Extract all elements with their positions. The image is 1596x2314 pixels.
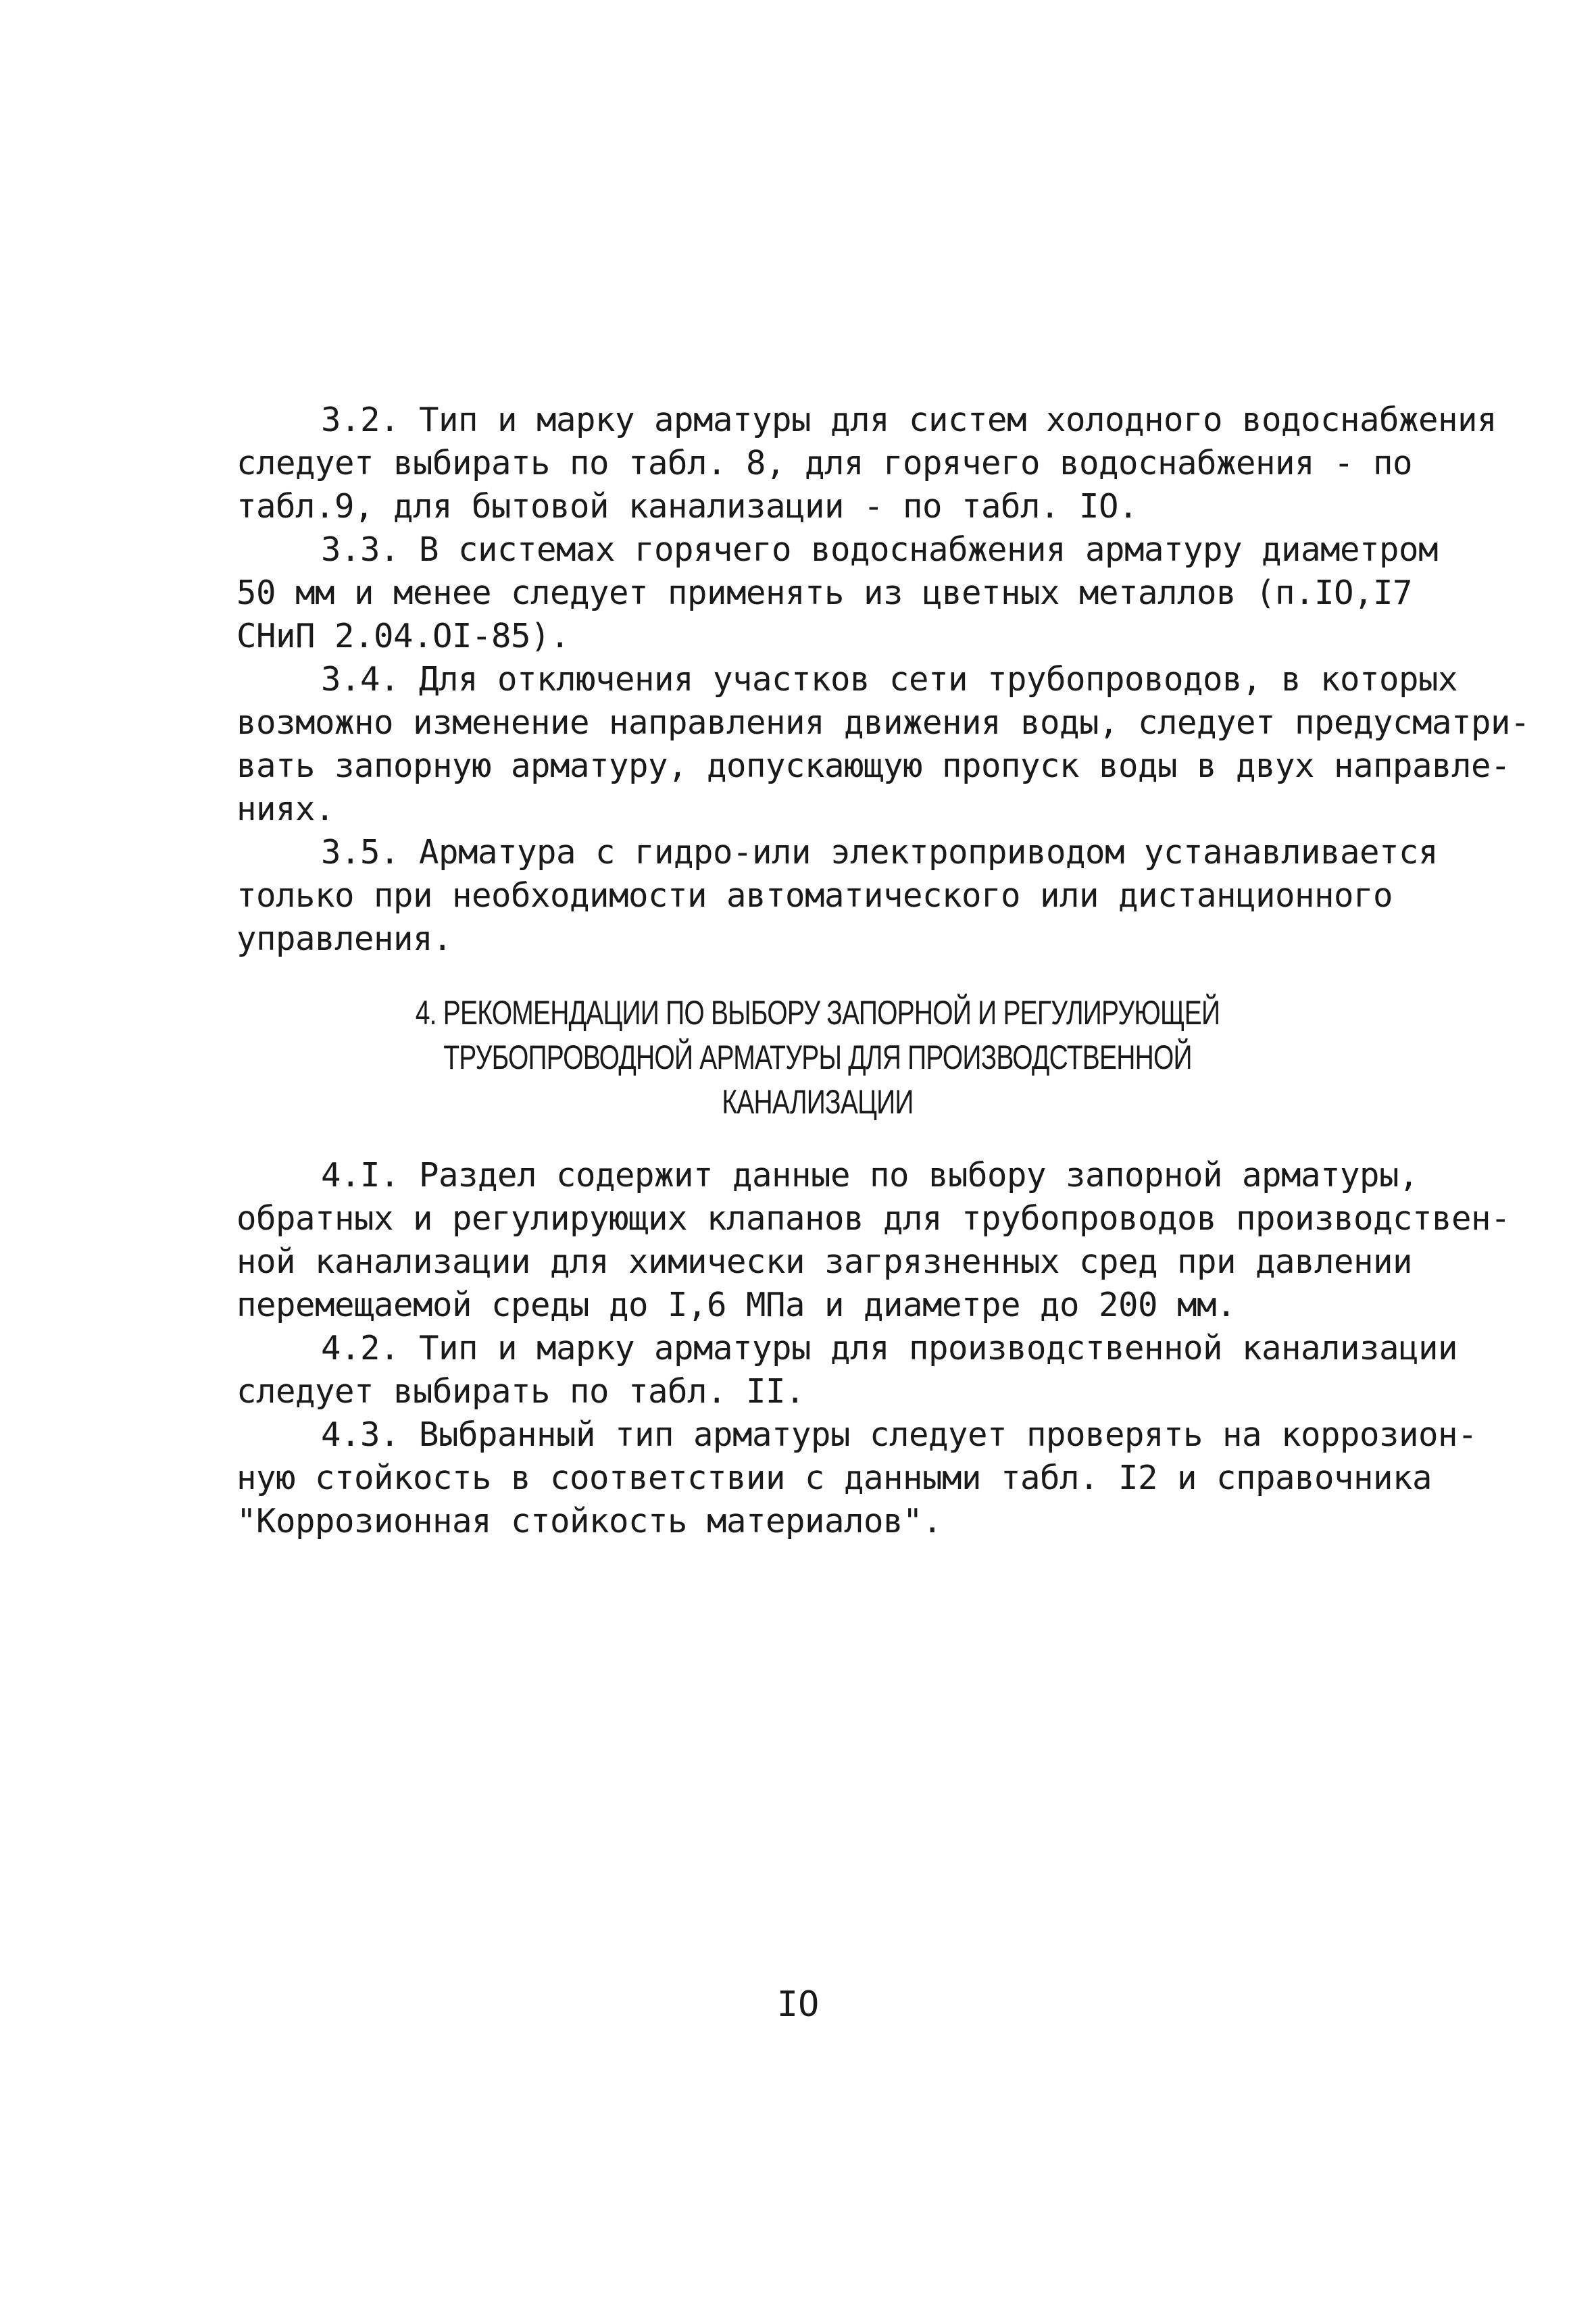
paragraph-3-5-line-2: только при необходимости автоматического или дистанционного	[236, 876, 1393, 915]
paragraph-3-3-line-1: 3.3. В системах горячего водоснабжения арматуру диаметром	[321, 530, 1439, 569]
paragraph-4-3-line-1: 4.3. Выбранный тип арматуры следует проверять на коррозион-	[321, 1415, 1478, 1454]
page-number: IO	[776, 1984, 820, 2025]
paragraph-4-1-line-2: обратных и регулирующих клапанов для трубопроводов производствен-	[236, 1199, 1511, 1238]
paragraph-4-2-line-2: следует выбирать по табл. II.	[236, 1372, 805, 1411]
paragraph-3-5-line-1: 3.5. Арматура с гидро-или электроприводом устанавливается	[321, 833, 1439, 872]
section-heading-line-3: КАНАЛИЗАЦИИ	[722, 1083, 914, 1121]
section-heading-line-1: 4. РЕКОМЕНДАЦИИ ПО ВЫБОРУ ЗАПОРНОЙ И РЕГУЛИРУЮЩЕЙ	[415, 994, 1220, 1032]
paragraph-4-1-line-3: ной канализации для химически загрязненных сред при давлении	[236, 1242, 1413, 1281]
paragraph-3-4-line-2: возможно изменение направления движения воды, следует предусматри-	[236, 703, 1530, 742]
paragraph-3-2-line-3: табл.9, для бытовой канализации - по табл. IO.	[236, 487, 1139, 526]
paragraph-3-4-line-1: 3.4. Для отключения участков сети трубопроводов, в которых	[321, 660, 1458, 699]
paragraph-3-2-line-1: 3.2. Тип и марку арматуры для систем холодного водоснабжения	[321, 401, 1497, 439]
paragraph-3-4-line-4: ниях.	[236, 790, 335, 828]
paragraph-3-3-line-3: СНиП 2.04.OI-85).	[236, 617, 570, 655]
paragraph-4-1-line-4: перемещаемой среды до I,6 МПа и диаметре до 200 мм.	[236, 1286, 1237, 1324]
paragraph-3-3-line-2: 50 мм и менее следует применять из цветных металлов (п.IO,I7	[236, 574, 1413, 612]
paragraph-4-2-line-1: 4.2. Тип и марку арматуры для производственной канализации	[321, 1329, 1458, 1367]
section-heading-line-2: ТРУБОПРОВОДНОЙ АРМАТУРЫ ДЛЯ ПРОИЗВОДСТВЕННОЙ	[443, 1038, 1192, 1076]
paragraph-3-2-line-2: следует выбирать по табл. 8, для горячего водоснабжения - по	[236, 444, 1413, 482]
paragraph-4-1-line-1: 4.I. Раздел содержит данные по выбору запорной арматуры,	[321, 1156, 1419, 1194]
paragraph-3-4-line-3: вать запорную арматуру, допускающую пропуск воды в двух направле-	[236, 747, 1511, 785]
paragraph-3-5-line-3: управления.	[236, 920, 453, 958]
paragraph-4-3-line-2: ную стойкость в соответствии с данными табл. I2 и справочника	[236, 1459, 1432, 1497]
paragraph-4-3-line-3: "Коррозионная стойкость материалов".	[236, 1502, 943, 1540]
